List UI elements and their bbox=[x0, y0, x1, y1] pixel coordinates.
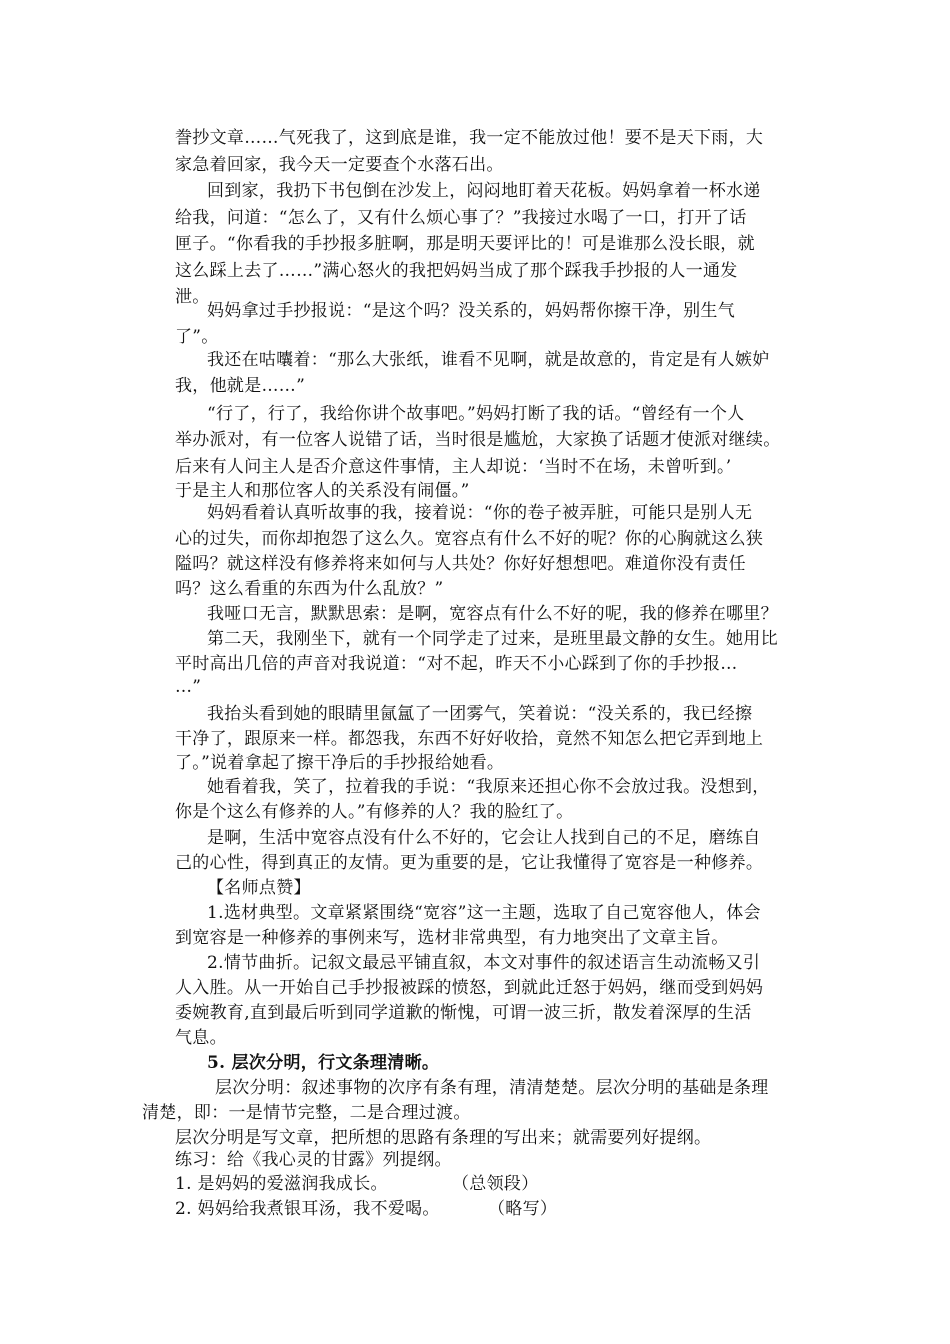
story-line: 后来有人问主人是否介意这件事情，主人却说：‘当时不在场，未曾听到。’ bbox=[175, 457, 732, 477]
story-line: 是啊，生活中宽容点没有什么不好的，它会让人找到自己的不足，磨练自 bbox=[207, 828, 761, 848]
story-line: 我还在咕囔着：“那么大张纸，谁看不见啊，就是故意的，肯定是有人嫉妒 bbox=[207, 350, 770, 370]
story-line: 心的过失，而你却抱怨了这么久。宽容点有什么不好的呢？你的心胸就这么狭 bbox=[175, 529, 764, 549]
story-line: 她看着我，笑了，拉着我的手说：“我原来还担心你不会放过我。没想到， bbox=[207, 777, 770, 797]
story-line: 回到家，我扔下书包倒在沙发上，闷闷地盯着天花板。妈妈拿着一杯水递 bbox=[207, 181, 761, 201]
section-heading: 5. 层次分明，行文条理清晰。 bbox=[207, 1053, 440, 1073]
comment-line: 到宽容是一种修养的事例来写，选材非常典型，有力地突出了文章主旨。 bbox=[175, 928, 729, 948]
comment-heading: 【名师点赞】 bbox=[207, 878, 311, 898]
comment-line: 委婉教育,直到最后听到同学道歉的惭愧，可谓一波三折，散发着深厚的生活 bbox=[175, 1003, 752, 1023]
section-line: 层次分明是写文章，把所想的思路有条理的写出来；就需要列好提纲。 bbox=[175, 1128, 712, 1148]
story-line: 泄。 bbox=[175, 287, 210, 307]
story-line: 我哑口无言，默默思索：是啊，宽容点有什么不好的呢，我的修养在哪里？ bbox=[207, 604, 778, 624]
story-line: 于是主人和那位客人的关系没有闹僵。” bbox=[175, 481, 470, 501]
story-line: 平时高出几倍的声音对我说道：“对不起，昨天不小心踩到了你的手抄报… bbox=[175, 654, 738, 674]
story-line: 举办派对，有一位客人说错了话，当时很是尴尬，大家换了话题才使派对继续。 bbox=[175, 430, 781, 450]
story-line: 誊抄文章……气死我了，这到底是谁，我一定不能放过他！要不是天下雨，大 bbox=[175, 128, 764, 148]
story-line: 了”。 bbox=[175, 327, 219, 347]
story-line: 我抬头看到她的眼睛里氤氲了一团雾气，笑着说：“没关系的，我已经擦 bbox=[207, 704, 753, 724]
story-line: 吗？这么看重的东西为什么乱放？” bbox=[175, 579, 444, 599]
comment-line: 人入胜。从一开始自己手抄报被踩的愤怒，到就此迁怒于妈妈，继而受到妈妈 bbox=[175, 978, 764, 998]
comment-line: 1.选材典型。文章紧紧围绕“宽容”这一主题，选取了自己宽容他人，体会 bbox=[207, 903, 761, 923]
story-line: 我，他就是……” bbox=[175, 376, 306, 396]
outline-item: 1. 是妈妈的爱滋润我成长。 bbox=[175, 1174, 388, 1194]
section-line: 清楚，即：一是情节完整，二是合理过渡。 bbox=[142, 1103, 471, 1123]
story-line: 家急着回家，我今天一定要查个水落石出。 bbox=[175, 155, 504, 175]
story-line: 这么踩上去了……”满心怒火的我把妈妈当成了那个踩我手抄报的人一通发 bbox=[175, 261, 738, 281]
story-line: 第二天，我刚坐下，就有一个同学走了过来，是班里最文静的女生。她用比 bbox=[207, 629, 778, 649]
story-line: …” bbox=[175, 677, 202, 697]
story-line: 妈妈拿过手抄报说：“是这个吗？没关系的，妈妈帮你擦干净，别生气 bbox=[207, 301, 735, 321]
section-line: 练习：给《我心灵的甘露》列提纲。 bbox=[175, 1150, 452, 1170]
comment-line: 气息。 bbox=[175, 1028, 227, 1048]
story-line: 给我，问道：“怎么了，又有什么烦心事了？”我接过水喝了一口，打开了话 bbox=[175, 208, 747, 228]
story-line: “行了，行了，我给你讲个故事吧。”妈妈打断了我的话。“曾经有一个人 bbox=[207, 404, 745, 424]
comment-line: 2.情节曲折。记叙文最忌平铺直叙，本文对事件的叙述语言生动流畅又引 bbox=[207, 953, 761, 973]
story-line: 你是个这么有修养的人。”有修养的人？我的脸红了。 bbox=[175, 802, 574, 822]
story-line: 妈妈看着认真听故事的我，接着说：“你的卷子被弄脏，可能只是别人无 bbox=[207, 503, 753, 523]
outline-item: 2. 妈妈给我煮银耳汤，我不爱喝。 bbox=[175, 1199, 440, 1219]
outline-note: （总领段） bbox=[452, 1174, 539, 1194]
section-line: 层次分明：叙述事物的次序有条有理，清清楚楚。层次分明的基础是条理 bbox=[215, 1078, 769, 1098]
story-line: 隘吗？就这样没有修养将来如何与人共处？你好好想想吧。难道你没有责任 bbox=[175, 554, 746, 574]
story-line: 匣子。“你看我的手抄报多脏啊，那是明天要评比的！可是谁那么没长眼，就 bbox=[175, 234, 755, 254]
story-line: 己的心性，得到真正的友情。更为重要的是，它让我懂得了宽容是一种修养。 bbox=[175, 853, 764, 873]
story-line: 干净了，跟原来一样。都怨我，东西不好好收拾，竟然不知怎么把它弄到地上 bbox=[175, 729, 764, 749]
outline-note: （略写） bbox=[488, 1199, 558, 1219]
story-line: 了。”说着拿起了擦干净后的手抄报给她看。 bbox=[175, 753, 505, 773]
